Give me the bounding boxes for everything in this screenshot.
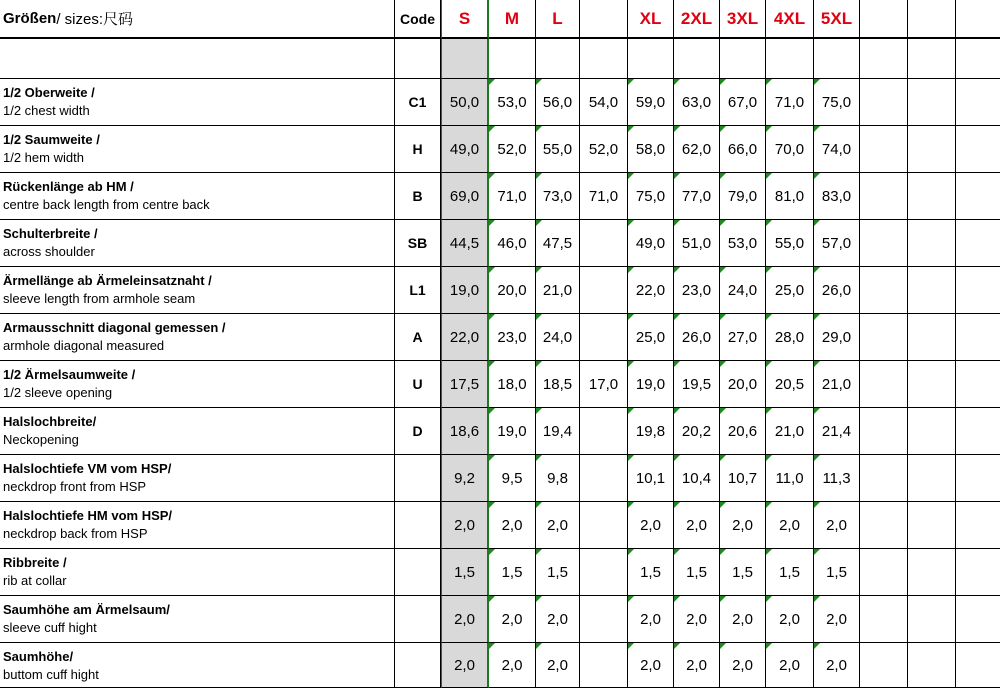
size-header-m: M bbox=[489, 0, 536, 39]
measurement-code bbox=[395, 502, 441, 549]
empty-cell bbox=[908, 0, 956, 39]
measurement-label bbox=[0, 220, 395, 267]
measurement-label bbox=[0, 502, 395, 549]
label-german: Halslochtiefe VM vom HSP/ bbox=[3, 461, 172, 476]
value-cell: 2,0 bbox=[766, 643, 814, 688]
measurement-label bbox=[0, 314, 395, 361]
empty-cell bbox=[536, 39, 580, 79]
value-cell: 59,0 bbox=[628, 79, 674, 126]
value-cell: 1,5 bbox=[489, 549, 536, 596]
measurement-label bbox=[0, 643, 395, 688]
value-cell: 2,0 bbox=[628, 643, 674, 688]
value-cell: 63,0 bbox=[674, 79, 720, 126]
value-cell: 9,2 bbox=[441, 455, 489, 502]
value-cell: 75,0 bbox=[628, 173, 674, 220]
size-header-4xl: 4XL bbox=[766, 0, 814, 39]
value-cell: 24,0 bbox=[720, 267, 766, 314]
value-cell: 1,5 bbox=[628, 549, 674, 596]
measurement-code: SB bbox=[395, 220, 441, 267]
value-cell: 2,0 bbox=[441, 502, 489, 549]
table-row bbox=[0, 220, 1000, 267]
value-cell: 10,7 bbox=[720, 455, 766, 502]
measurement-label bbox=[0, 455, 395, 502]
table-row bbox=[0, 596, 1000, 643]
value-cell: 10,4 bbox=[674, 455, 720, 502]
value-cell bbox=[580, 220, 628, 267]
value-cell: 53,0 bbox=[489, 79, 536, 126]
empty-cell bbox=[908, 455, 956, 502]
value-cell: 2,0 bbox=[489, 596, 536, 643]
measurement-label bbox=[0, 173, 395, 220]
table-row bbox=[0, 643, 1000, 688]
label-german: Halslochbreite/ bbox=[3, 414, 97, 429]
label-german: 1/2 Ärmelsaumweite / bbox=[3, 367, 136, 382]
table-row bbox=[0, 173, 1000, 220]
value-cell: 62,0 bbox=[674, 126, 720, 173]
value-cell: 17,5 bbox=[441, 361, 489, 408]
empty-cell bbox=[860, 126, 908, 173]
value-cell: 20,0 bbox=[489, 267, 536, 314]
value-cell: 19,8 bbox=[628, 408, 674, 455]
measurement-code bbox=[395, 643, 441, 688]
empty-cell bbox=[956, 79, 1000, 126]
empty-cell bbox=[674, 39, 720, 79]
label-english: across shoulder bbox=[3, 244, 95, 259]
value-cell: 18,0 bbox=[489, 361, 536, 408]
code-header: Code bbox=[395, 0, 441, 39]
value-cell: 23,0 bbox=[674, 267, 720, 314]
measurement-label bbox=[0, 408, 395, 455]
empty-cell bbox=[860, 79, 908, 126]
label-english: neckdrop back from HSP bbox=[3, 526, 148, 541]
empty-cell bbox=[860, 408, 908, 455]
empty-cell bbox=[908, 549, 956, 596]
empty-cell bbox=[860, 596, 908, 643]
empty-cell bbox=[489, 39, 536, 79]
label-german: Schulterbreite / bbox=[3, 226, 98, 241]
value-cell: 57,0 bbox=[814, 220, 860, 267]
value-cell: 67,0 bbox=[720, 79, 766, 126]
value-cell: 1,5 bbox=[441, 549, 489, 596]
value-cell bbox=[580, 267, 628, 314]
label-german: Saumhöhe am Ärmelsaum/ bbox=[3, 602, 170, 617]
value-cell: 11,3 bbox=[814, 455, 860, 502]
measurement-code: A bbox=[395, 314, 441, 361]
value-cell: 19,0 bbox=[628, 361, 674, 408]
page-title bbox=[0, 0, 395, 39]
value-cell: 2,0 bbox=[720, 502, 766, 549]
value-cell: 1,5 bbox=[814, 549, 860, 596]
empty-cell bbox=[908, 173, 956, 220]
value-cell: 26,0 bbox=[674, 314, 720, 361]
title-german: Größen bbox=[3, 10, 57, 27]
value-cell: 47,5 bbox=[536, 220, 580, 267]
measurement-code: B bbox=[395, 173, 441, 220]
empty-cell bbox=[860, 220, 908, 267]
value-cell: 21,4 bbox=[814, 408, 860, 455]
value-cell: 21,0 bbox=[536, 267, 580, 314]
empty-cell bbox=[860, 549, 908, 596]
empty-cell bbox=[908, 361, 956, 408]
empty-cell bbox=[860, 455, 908, 502]
label-english: sleeve cuff hight bbox=[3, 620, 97, 635]
empty-cell bbox=[860, 39, 908, 79]
value-cell: 2,0 bbox=[720, 596, 766, 643]
value-cell: 2,0 bbox=[766, 502, 814, 549]
table-row bbox=[0, 408, 1000, 455]
size-header-xl: XL bbox=[628, 0, 674, 39]
empty-cell bbox=[956, 643, 1000, 688]
label-english: buttom cuff hight bbox=[3, 667, 99, 682]
label-english: armhole diagonal measured bbox=[3, 338, 165, 353]
label-english: 1/2 sleeve opening bbox=[3, 385, 113, 400]
value-cell: 73,0 bbox=[536, 173, 580, 220]
empty-cell bbox=[908, 643, 956, 688]
empty-cell bbox=[956, 267, 1000, 314]
empty-cell bbox=[908, 267, 956, 314]
table-row bbox=[0, 549, 1000, 596]
value-cell: 44,5 bbox=[441, 220, 489, 267]
value-cell: 2,0 bbox=[674, 596, 720, 643]
value-cell: 2,0 bbox=[766, 596, 814, 643]
label-german: Rückenlänge ab HM / bbox=[3, 179, 134, 194]
value-cell: 49,0 bbox=[628, 220, 674, 267]
value-cell: 50,0 bbox=[441, 79, 489, 126]
value-cell: 54,0 bbox=[580, 79, 628, 126]
title-sizes: / sizes:尺码 bbox=[56, 11, 134, 28]
empty-cell bbox=[860, 643, 908, 688]
table-row bbox=[0, 502, 1000, 549]
value-cell: 9,5 bbox=[489, 455, 536, 502]
value-cell: 25,0 bbox=[766, 267, 814, 314]
value-cell: 22,0 bbox=[441, 314, 489, 361]
value-cell: 19,0 bbox=[489, 408, 536, 455]
header-row bbox=[0, 0, 1000, 39]
value-cell: 22,0 bbox=[628, 267, 674, 314]
value-cell: 2,0 bbox=[814, 502, 860, 549]
value-cell: 56,0 bbox=[536, 79, 580, 126]
value-cell: 2,0 bbox=[489, 502, 536, 549]
empty-cell bbox=[908, 79, 956, 126]
empty-cell bbox=[908, 314, 956, 361]
value-cell bbox=[580, 643, 628, 688]
value-cell: 20,5 bbox=[766, 361, 814, 408]
value-cell: 2,0 bbox=[628, 596, 674, 643]
value-cell: 1,5 bbox=[720, 549, 766, 596]
table-row bbox=[0, 79, 1000, 126]
value-cell: 77,0 bbox=[674, 173, 720, 220]
value-cell: 51,0 bbox=[674, 220, 720, 267]
empty-cell bbox=[956, 220, 1000, 267]
measurement-code: L1 bbox=[395, 267, 441, 314]
label-english: sleeve length from armhole seam bbox=[3, 291, 196, 306]
value-cell: 9,8 bbox=[536, 455, 580, 502]
empty-cell bbox=[860, 173, 908, 220]
value-cell: 17,0 bbox=[580, 361, 628, 408]
value-cell: 58,0 bbox=[628, 126, 674, 173]
value-cell: 18,6 bbox=[441, 408, 489, 455]
label-german: Armausschnitt diagonal gemessen / bbox=[3, 320, 226, 335]
value-cell bbox=[580, 549, 628, 596]
value-cell: 71,0 bbox=[489, 173, 536, 220]
value-cell: 19,0 bbox=[441, 267, 489, 314]
value-cell: 20,0 bbox=[720, 361, 766, 408]
value-cell: 10,1 bbox=[628, 455, 674, 502]
value-cell: 2,0 bbox=[441, 596, 489, 643]
label-english: neckdrop front from HSP bbox=[3, 479, 147, 494]
empty-cell bbox=[956, 408, 1000, 455]
value-cell: 66,0 bbox=[720, 126, 766, 173]
value-cell: 29,0 bbox=[814, 314, 860, 361]
empty-cell bbox=[908, 126, 956, 173]
empty-cell bbox=[956, 314, 1000, 361]
label-german: Ribbreite / bbox=[3, 555, 67, 570]
value-cell: 21,0 bbox=[766, 408, 814, 455]
value-cell: 24,0 bbox=[536, 314, 580, 361]
empty-cell bbox=[908, 596, 956, 643]
empty-cell bbox=[860, 502, 908, 549]
value-cell: 71,0 bbox=[580, 173, 628, 220]
value-cell: 46,0 bbox=[489, 220, 536, 267]
empty-cell bbox=[441, 39, 489, 79]
value-cell: 25,0 bbox=[628, 314, 674, 361]
value-cell: 81,0 bbox=[766, 173, 814, 220]
measurement-code: H bbox=[395, 126, 441, 173]
label-english: Neckopening bbox=[3, 432, 79, 447]
value-cell: 52,0 bbox=[580, 126, 628, 173]
value-cell: 74,0 bbox=[814, 126, 860, 173]
empty-cell bbox=[860, 0, 908, 39]
measurement-code bbox=[395, 549, 441, 596]
table-row bbox=[0, 267, 1000, 314]
value-cell: 1,5 bbox=[674, 549, 720, 596]
value-cell: 20,2 bbox=[674, 408, 720, 455]
empty-cell bbox=[395, 39, 441, 79]
value-cell: 53,0 bbox=[720, 220, 766, 267]
empty-cell bbox=[956, 0, 1000, 39]
measurement-code bbox=[395, 596, 441, 643]
value-cell: 2,0 bbox=[674, 502, 720, 549]
size-header-3xl: 3XL bbox=[720, 0, 766, 39]
value-cell: 79,0 bbox=[720, 173, 766, 220]
empty-cell bbox=[860, 314, 908, 361]
table-row bbox=[0, 455, 1000, 502]
table-row bbox=[0, 314, 1000, 361]
label-english: 1/2 chest width bbox=[3, 103, 90, 118]
value-cell: 18,5 bbox=[536, 361, 580, 408]
empty-cell bbox=[956, 596, 1000, 643]
value-cell: 11,0 bbox=[766, 455, 814, 502]
size-header-2xl: 2XL bbox=[674, 0, 720, 39]
value-cell: 70,0 bbox=[766, 126, 814, 173]
value-cell: 2,0 bbox=[536, 502, 580, 549]
label-german: 1/2 Oberweite / bbox=[3, 85, 95, 100]
value-cell: 2,0 bbox=[489, 643, 536, 688]
value-cell: 21,0 bbox=[814, 361, 860, 408]
label-english: centre back length from centre back bbox=[3, 197, 210, 212]
value-cell: 49,0 bbox=[441, 126, 489, 173]
label-english: 1/2 hem width bbox=[3, 150, 84, 165]
empty-cell bbox=[0, 39, 395, 79]
measurement-label bbox=[0, 126, 395, 173]
size-header-blank bbox=[580, 0, 628, 39]
label-german: 1/2 Saumweite / bbox=[3, 132, 100, 147]
empty-cell bbox=[956, 549, 1000, 596]
size-header-l: L bbox=[536, 0, 580, 39]
value-cell: 2,0 bbox=[628, 502, 674, 549]
value-cell: 20,6 bbox=[720, 408, 766, 455]
empty-cell bbox=[956, 361, 1000, 408]
empty-cell bbox=[628, 39, 674, 79]
value-cell: 27,0 bbox=[720, 314, 766, 361]
measurement-label bbox=[0, 596, 395, 643]
value-cell: 2,0 bbox=[674, 643, 720, 688]
measurement-code bbox=[395, 455, 441, 502]
value-cell: 19,5 bbox=[674, 361, 720, 408]
value-cell: 19,4 bbox=[536, 408, 580, 455]
value-cell: 71,0 bbox=[766, 79, 814, 126]
empty-cell bbox=[908, 220, 956, 267]
value-cell: 1,5 bbox=[536, 549, 580, 596]
value-cell: 69,0 bbox=[441, 173, 489, 220]
measurement-label bbox=[0, 361, 395, 408]
value-cell bbox=[580, 502, 628, 549]
measurement-label bbox=[0, 549, 395, 596]
value-cell: 83,0 bbox=[814, 173, 860, 220]
size-header-5xl: 5XL bbox=[814, 0, 860, 39]
value-cell: 2,0 bbox=[720, 643, 766, 688]
table-row bbox=[0, 126, 1000, 173]
value-cell: 52,0 bbox=[489, 126, 536, 173]
empty-cell bbox=[814, 39, 860, 79]
value-cell: 26,0 bbox=[814, 267, 860, 314]
measurement-code: C1 bbox=[395, 79, 441, 126]
size-header-s: S bbox=[441, 0, 489, 39]
value-cell bbox=[580, 408, 628, 455]
empty-cell bbox=[956, 126, 1000, 173]
value-cell: 2,0 bbox=[536, 643, 580, 688]
value-cell: 28,0 bbox=[766, 314, 814, 361]
empty-cell bbox=[580, 39, 628, 79]
empty-cell bbox=[860, 267, 908, 314]
measurement-label bbox=[0, 267, 395, 314]
value-cell: 1,5 bbox=[766, 549, 814, 596]
table-row bbox=[0, 361, 1000, 408]
empty-cell bbox=[956, 173, 1000, 220]
measurement-label bbox=[0, 79, 395, 126]
empty-cell bbox=[766, 39, 814, 79]
value-cell bbox=[580, 314, 628, 361]
spacer-row bbox=[0, 39, 1000, 79]
empty-cell bbox=[908, 39, 956, 79]
label-english: rib at collar bbox=[3, 573, 67, 588]
empty-cell bbox=[956, 455, 1000, 502]
value-cell: 2,0 bbox=[814, 643, 860, 688]
value-cell: 23,0 bbox=[489, 314, 536, 361]
value-cell: 75,0 bbox=[814, 79, 860, 126]
value-cell bbox=[580, 596, 628, 643]
value-cell: 2,0 bbox=[441, 643, 489, 688]
empty-cell bbox=[908, 408, 956, 455]
empty-cell bbox=[956, 39, 1000, 79]
empty-cell bbox=[956, 502, 1000, 549]
label-german: Saumhöhe/ bbox=[3, 649, 74, 664]
empty-cell bbox=[908, 502, 956, 549]
empty-cell bbox=[720, 39, 766, 79]
value-cell: 2,0 bbox=[814, 596, 860, 643]
value-cell bbox=[580, 455, 628, 502]
empty-cell bbox=[860, 361, 908, 408]
measurement-code: D bbox=[395, 408, 441, 455]
label-german: Halslochtiefe HM vom HSP/ bbox=[3, 508, 173, 523]
value-cell: 55,0 bbox=[766, 220, 814, 267]
label-german: Ärmellänge ab Ärmeleinsatznaht / bbox=[3, 273, 212, 288]
measurement-code: U bbox=[395, 361, 441, 408]
value-cell: 2,0 bbox=[536, 596, 580, 643]
value-cell: 55,0 bbox=[536, 126, 580, 173]
